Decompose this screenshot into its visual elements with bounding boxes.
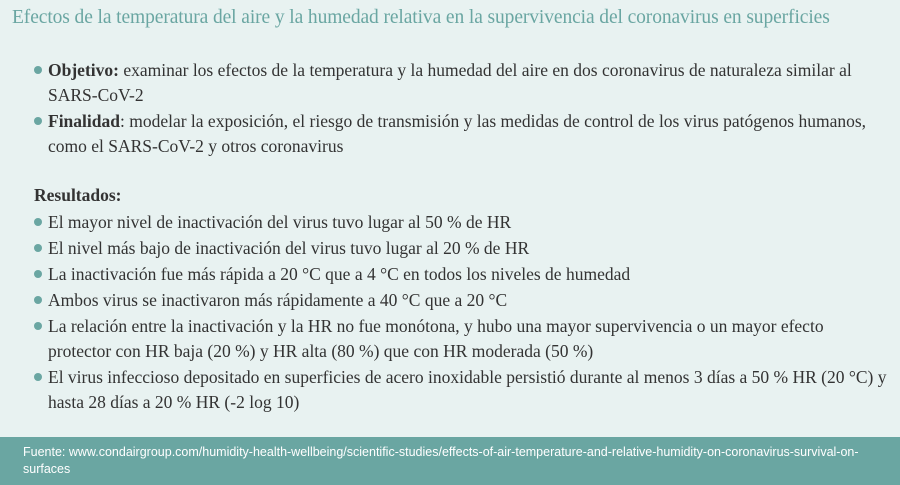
bullet-icon — [34, 66, 42, 74]
bullet-icon — [34, 244, 42, 252]
bullet-icon — [34, 322, 42, 330]
item-text: El virus infeccioso depositado en superficies de acero inoxidable persistió durante al menos 3 días a 50 % HR (20 °C) y hasta 28 días a 20 % HR (-2 log 10) — [48, 367, 887, 412]
results-heading: Resultados: — [34, 185, 122, 205]
item-text: La inactivación fue más rápida a 20 °C que a 4 °C en todos los niveles de humedad — [48, 264, 631, 284]
list-item — [0, 314, 900, 364]
item-text: Ambos virus se inactivaron más rápidamente a 40 °C que a 20 °C — [48, 290, 508, 310]
page-title: Efectos de la temperatura del aire y la humedad relativa en la supervivencia del coronavirus en superficies — [12, 7, 830, 28]
list-item-purpose — [0, 109, 900, 159]
bullet-icon — [34, 296, 42, 304]
item-text: La relación entre la inactivación y la HR no fue monótona, y hubo una mayor supervivencia o un mayor efecto protector con HR baja (20 %) y HR alta (80 %) que con HR moderada (50 %) — [48, 316, 824, 361]
bullet-icon — [34, 270, 42, 278]
item-text: examinar los efectos de la temperatura y la humedad del aire en dos coronavirus de naturaleza similar al SARS-CoV-2 — [48, 60, 852, 105]
bullet-icon — [34, 117, 42, 125]
list-item — [0, 210, 900, 235]
list-item-objective — [0, 58, 900, 108]
source-footer: Fuente: www.condairgroup.com/humidity-health-wellbeing/scientific-studies/effects-of-air-temperature-and-relative-humidity-on-coronavirus-survival-on-surfaces — [0, 437, 900, 485]
list-item — [0, 288, 900, 313]
item-label: Finalidad — [48, 111, 120, 131]
bullet-icon — [34, 218, 42, 226]
bullet-icon — [34, 373, 42, 381]
item-text: : modelar la exposición, el riesgo de transmisión y las medidas de control de los virus patógenos humanos, como el SARS-CoV-2 y otros coronavirus — [48, 111, 867, 156]
item-text: El nivel más bajo de inactivación del virus tuvo lugar al 20 % de HR — [48, 238, 530, 258]
list-item — [0, 262, 900, 287]
list-item — [0, 365, 900, 415]
list-item — [0, 236, 900, 261]
content-body — [0, 58, 900, 416]
item-label: Objetivo: — [48, 60, 119, 80]
item-text: El mayor nivel de inactivación del virus tuvo lugar al 50 % de HR — [48, 212, 512, 232]
